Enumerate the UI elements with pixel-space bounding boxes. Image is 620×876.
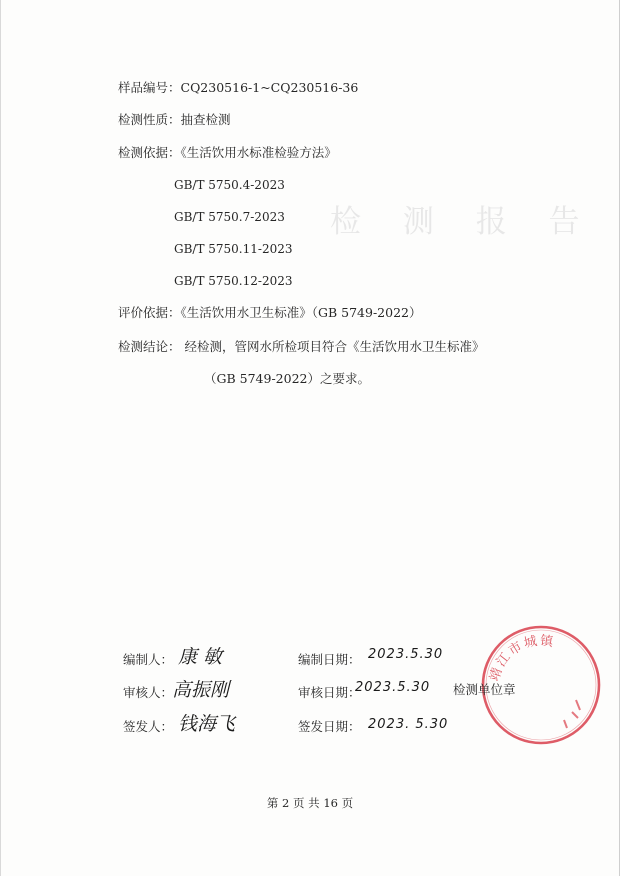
standard-item: GB/T 5750.7-2023 — [174, 210, 285, 224]
sample-number: 样品编号：CQ230516-1~CQ230516-36 — [118, 80, 359, 95]
page-number: 第 2 页 共 16 页 — [266, 796, 354, 810]
reviewer-label: 审核人： — [123, 685, 174, 700]
test-nature: 检测性质：抽查检测 — [118, 112, 231, 127]
standard-item: GB/T 5750.11-2023 — [174, 242, 293, 256]
compile-date-label: 编制日期： — [298, 652, 361, 667]
watermark-title: 检 测 报 告 — [330, 204, 596, 240]
standard-item: GB/T 5750.12-2023 — [174, 274, 293, 288]
seal-text: 靖江市城镇 — [487, 633, 557, 684]
conclusion-line-1: 检测结论： 经检测，管网水所检项目符合《生活饮用水卫生标准》 — [118, 339, 485, 354]
standard-item: GB/T 5750.4-2023 — [174, 178, 285, 192]
issue-date-label: 签发日期： — [298, 719, 361, 734]
compile-date: 2023.5.30 — [368, 647, 444, 662]
reviewer-signature: 高振刚 — [172, 679, 230, 701]
compiler-signature: 康 敏 — [178, 646, 223, 668]
test-basis: 检测依据：《生活饮用水标准检验方法》 — [118, 145, 337, 160]
conclusion-line-2: （GB 5749-2022）之要求。 — [204, 371, 370, 386]
issuer-signature: 钱海飞 — [178, 713, 236, 735]
review-date-label: 审核日期： — [298, 685, 361, 700]
compiler-label: 编制人： — [123, 652, 174, 667]
svg-text:靖江市城镇 — [486, 632, 556, 683]
testing-unit-seal-label: 检测单位章 — [453, 682, 516, 697]
issue-date: 2023. 5.30 — [368, 717, 449, 732]
review-date: 2023.5.30 — [355, 680, 431, 695]
evaluation-basis: 评价依据：《生活饮用水卫生标准》（GB 5749-2022） — [118, 305, 422, 320]
issuer-label: 签发人： — [123, 719, 174, 734]
